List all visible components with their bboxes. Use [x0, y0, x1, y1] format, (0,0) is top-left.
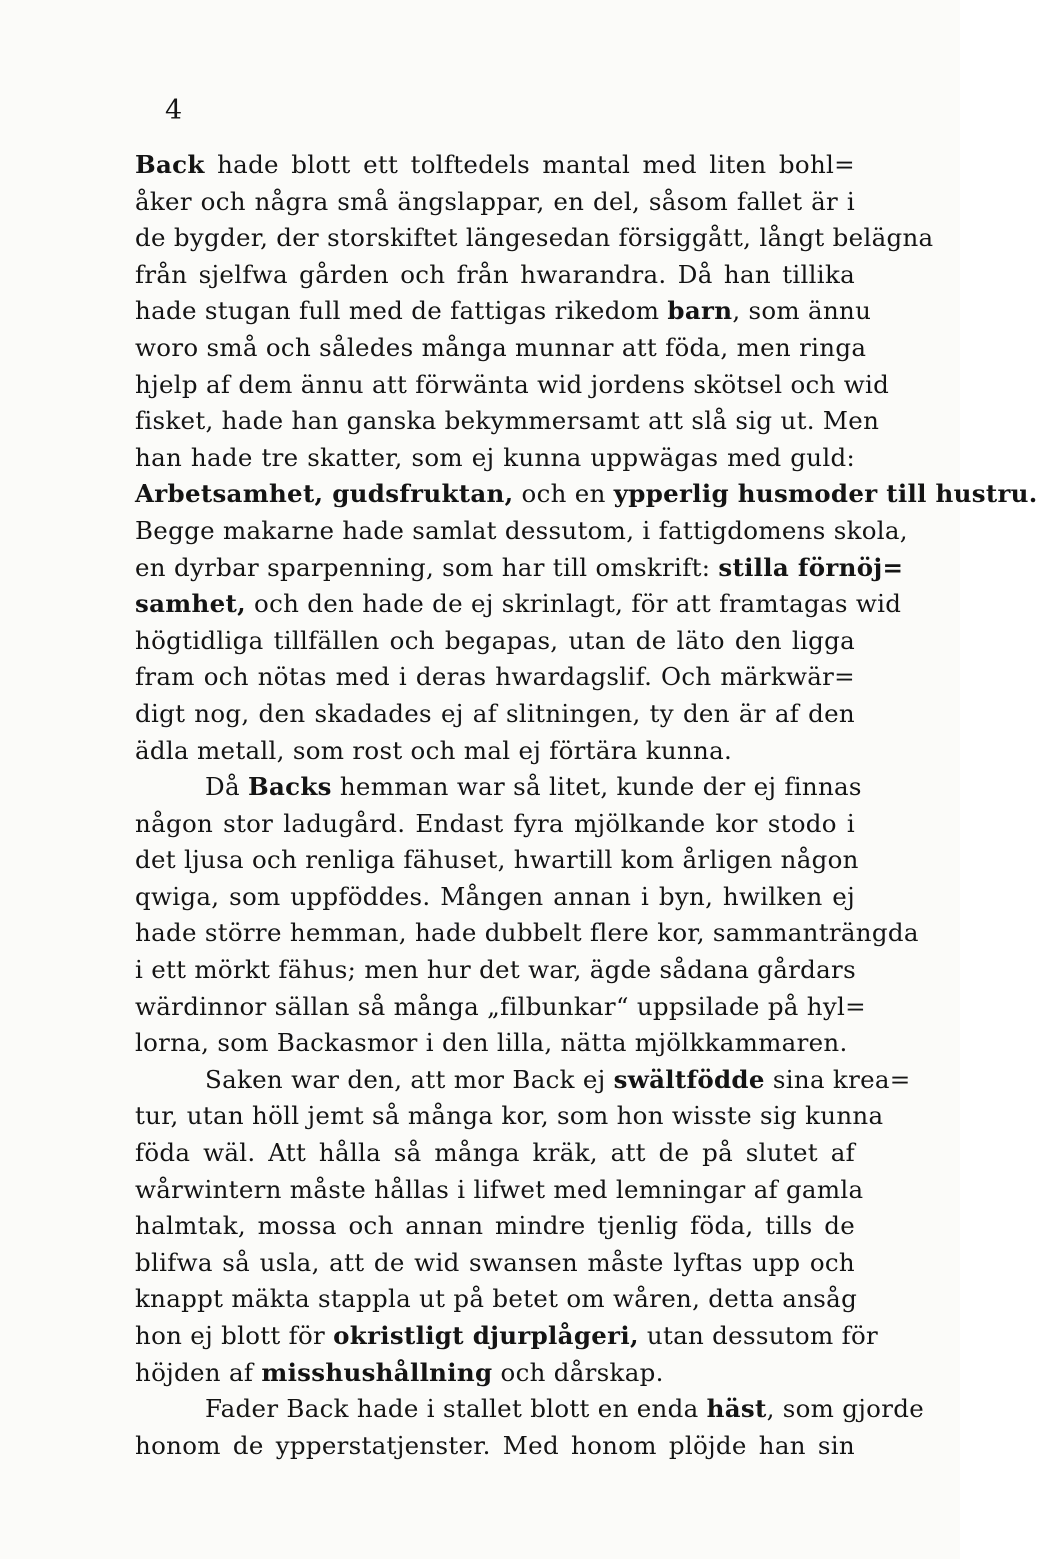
text-line: qwiga, som uppföddes. Mången annan i byn, hwilken ej	[135, 881, 855, 911]
body-text	[135, 147, 1038, 1464]
text-line: från sjelfwa gården och från hwarandra. Då han tillika	[135, 259, 855, 289]
text-line: hade stugan full med de fattigas rikedom barn, som ännu	[135, 296, 872, 326]
text-line: ädla metall, som rost och mal ej förtära kunna.	[135, 735, 733, 765]
emphasis-text: häst	[706, 1394, 767, 1424]
text-line: Då Backs hemman war så litet, kunde der ej finnas	[205, 772, 862, 802]
emphasis-text: stilla förnöj=	[718, 552, 904, 582]
emphasis-text: ypperlig husmoder till hustru.	[613, 479, 1038, 509]
text-line: digt nog, den skadades ej af slitningen, ty den är af den	[135, 698, 855, 728]
text-line: hade större hemman, hade dubbelt flere kor, sammanträngda	[135, 918, 919, 948]
text-line: det ljusa och renliga fähuset, hwartill kom årligen någon	[135, 845, 859, 875]
emphasis-text: Arbetsamhet, gudsfruktan,	[135, 479, 514, 509]
text-line: föda wäl. Att hålla så många kräk, att de på slutet af	[135, 1138, 855, 1168]
page-number: 4	[165, 95, 183, 126]
text-line: Back hade blott ett tolftedels mantal med liten bohl=	[135, 150, 855, 179]
text-line: samhet, och den hade de ej skrinlagt, för att framtagas wid	[135, 589, 902, 619]
text-line: woro små och således många munnar att föda, men ringa	[135, 332, 867, 362]
text-line: åker och några små ängslappar, en del, såsom fallet är i	[135, 186, 855, 216]
text-line: honom de ypperstatjenster. Med honom plöjde han sin	[135, 1430, 855, 1460]
text-line: hjelp af dem ännu att förwänta wid jordens skötsel och wid	[135, 369, 890, 399]
emphasis-text: Back	[135, 150, 205, 179]
emphasis-text: misshushållning	[261, 1357, 493, 1387]
text-line: Fader Back hade i stallet blott en enda häst, som gjorde	[205, 1394, 925, 1424]
text-line: någon stor ladugård. Endast fyra mjölkande kor stodo i	[135, 808, 855, 838]
text-line: tur, utan höll jemt så många kor, som hon wisste sig kunna	[135, 1101, 884, 1131]
text-line: Saken war den, att mor Back ej swältfödde sina krea=	[205, 1064, 911, 1094]
emphasis-text: okristligt djurplågeri,	[333, 1321, 639, 1350]
emphasis-text: barn	[667, 296, 733, 326]
text-line: Begge makarne hade samlat dessutom, i fattigdomens skola,	[135, 515, 908, 545]
text-line: han hade tre skatter, som ej kunna uppwägas med guld:	[135, 442, 855, 472]
text-line: halmtak, mossa och annan mindre tjenlig föda, tills de	[135, 1211, 855, 1241]
text-line: Arbetsamhet, gudsfruktan, och en ypperlig husmoder till hustru.	[135, 479, 1038, 509]
emphasis-text: swältfödde	[613, 1064, 765, 1094]
text-line: i ett mörkt fähus; men hur det war, ägde sådana gårdars	[135, 955, 856, 985]
text-line: höjden af misshushållning och dårskap.	[135, 1357, 664, 1387]
text-line: hon ej blott för okristligt djurplågeri, utan dessutom för	[135, 1321, 879, 1350]
text-line: högtidliga tillfällen och begapas, utan de läto den ligga	[135, 625, 855, 655]
text-line: knappt mäkta stappla ut på betet om wåren, detta ansåg	[135, 1284, 858, 1314]
text-line: wårwintern måste hållas i lifwet med lemningar af gamla	[135, 1174, 864, 1204]
text-line: blifwa så usla, att de wid swansen måste lyftas upp och	[135, 1247, 855, 1277]
text-line: de bygder, der storskiftet längesedan försiggått, långt belägna	[135, 223, 934, 253]
text-line: fram och nötas med i deras hwardagslif. Och märkwär=	[135, 662, 855, 692]
emphasis-text: Backs	[247, 772, 332, 802]
emphasis-text: samhet,	[135, 589, 246, 619]
text-line: fisket, hade han ganska bekymmersamt att slå sig ut. Men	[135, 406, 880, 436]
text-line: lorna, som Backasmor i den lilla, nätta mjölkkammaren.	[135, 1028, 848, 1058]
text-line: wärdinnor sällan så många „filbunkar“ uppsilade på hyl=	[135, 991, 866, 1021]
text-line: en dyrbar sparpenning, som har till omskrift: stilla förnöj=	[135, 552, 904, 582]
